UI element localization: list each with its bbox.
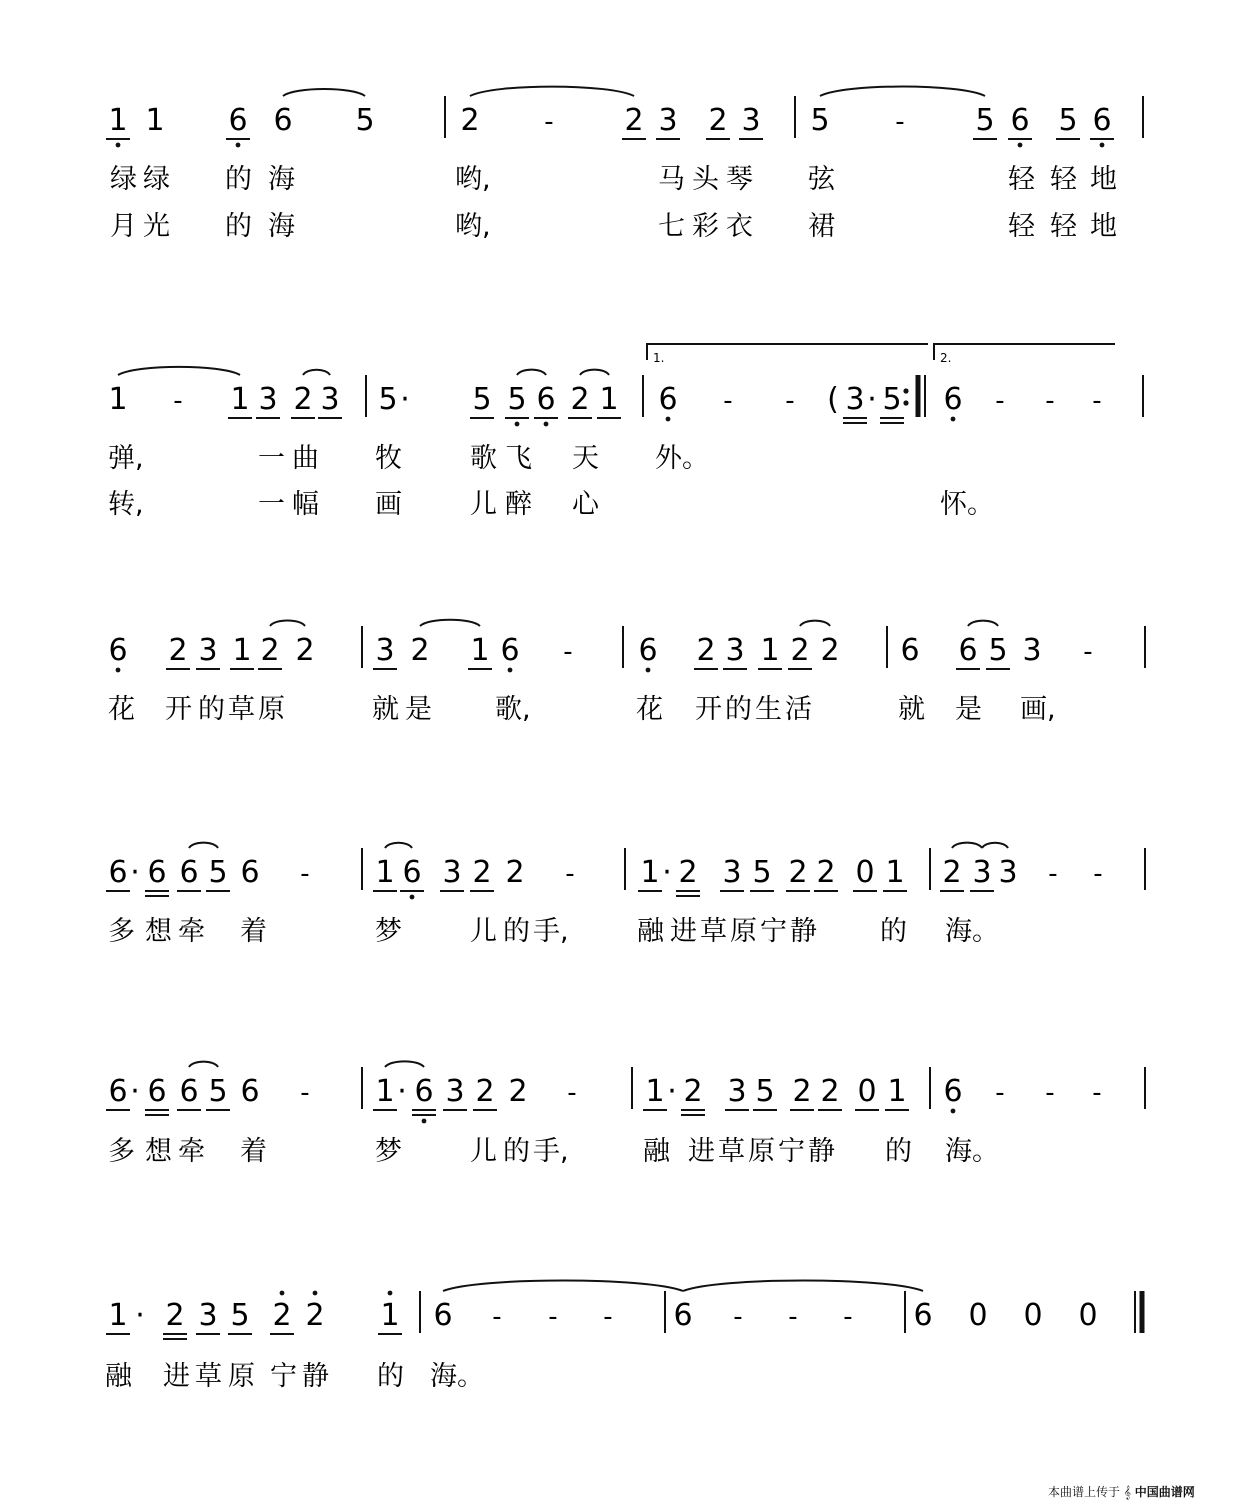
footer-brand: 中国曲谱网 [1134,1485,1195,1499]
clef-logo-icon: 𝄞 [1123,1485,1131,1499]
lyric-char: 融 [637,916,664,947]
note: 1 [887,1074,907,1109]
lyric-char: 绿 [143,164,170,195]
note: 2 [165,1298,185,1333]
note: 2 [820,633,840,668]
lyric-char: 画 [375,489,402,520]
volta-bracket [647,344,928,360]
lyric-char: 弦 [808,164,835,195]
lyric-char: 海。 [430,1361,484,1392]
lyric-char: 多 [108,916,135,947]
aug-dot: · [130,1074,140,1109]
note: 6 [536,382,556,417]
lyric-char: 幅 [292,489,319,520]
lyric-char: 轻 [1050,211,1077,242]
lyric-char: 牵 [178,916,205,947]
note: 6 [500,633,520,668]
note: 3 [725,633,745,668]
note: 3 [741,103,761,138]
dash-note: - [995,386,1005,416]
slur-arc [420,620,480,626]
repeat-dot [903,388,908,393]
lyric-char: 头 [692,164,719,195]
note: 3 [445,1074,465,1109]
lyric-char: 外。 [655,443,709,474]
lyric-char: 天 [572,443,599,474]
lyric-char: 手, [533,916,569,947]
dash-note: - [1092,1078,1102,1108]
note: 5 [507,382,527,417]
aug-dot: · [867,382,877,417]
lyric-char: 海 [268,211,295,242]
octave-dot-below [951,1109,956,1114]
dash-note: - [785,386,795,416]
note: 3 [972,855,992,890]
lyric-char: 活 [785,694,812,725]
note: 2 [788,855,808,890]
note: 2 [678,855,698,890]
lyric-char: 草 [718,1136,745,1167]
lyric-char: 海。 [945,1136,999,1167]
lyric-char: 的 [225,164,252,195]
octave-dot-below [951,417,956,422]
note: 1 [108,382,128,417]
lyric-char: 原 [258,694,285,725]
lyric-char: 轻 [1008,211,1035,242]
lyric-char: 的 [885,1136,912,1167]
note: 2 [792,1074,812,1109]
note: 6 [228,103,248,138]
dash-note: - [1092,386,1102,416]
note: 2 [460,103,480,138]
note: 6 [179,1074,199,1109]
lyric-char: 着 [240,1136,267,1167]
note: 3 [258,382,278,417]
lyric-char: 的 [503,916,530,947]
note: 5 [810,103,830,138]
note: 5 [208,855,228,890]
octave-dot-below [410,895,415,900]
note: 0 [855,855,875,890]
lyric-char: 海 [268,164,295,195]
volta-label: 2. [940,351,952,365]
aug-dot: · [130,855,140,890]
dash-note: - [565,859,575,889]
repeat-dot [903,400,908,405]
dash-note: - [492,1302,502,1332]
dash-note: - [1045,386,1055,416]
note: 5 [355,103,375,138]
aug-dot: · [400,382,410,417]
lyric-char: 的 [725,694,752,725]
slur-arc [189,843,218,848]
lyric-char: 进 [163,1361,190,1392]
note: 6 [179,855,199,890]
note: 6 [658,382,678,417]
note: 3 [998,855,1018,890]
note: 6 [147,1074,167,1109]
octave-dot-below [1100,143,1105,148]
note: 2 [168,633,188,668]
lyric-char: 画, [1020,694,1056,725]
note: 3 [727,1074,747,1109]
lyric-char: 绿 [110,164,137,195]
note: 2 [472,855,492,890]
note: 6 [900,633,920,668]
volta-bracket [934,344,1115,360]
lyric-char: 着 [240,916,267,947]
dash-note: - [995,1078,1005,1108]
note: 6 [638,633,658,668]
aug-dot: · [397,1074,407,1109]
lyric-char: 多 [108,1136,135,1167]
note: 2 [708,103,728,138]
dash-note: - [843,1302,853,1332]
aug-dot: · [667,1074,677,1109]
note: 6 [108,855,128,890]
lyric-char: 融 [643,1136,670,1167]
note: 6 [273,103,293,138]
note: 1 [760,633,780,668]
slur-arc [683,1281,923,1292]
lyric-char: 融 [105,1361,132,1392]
note: 3 [722,855,742,890]
lyric-char: 梦 [375,1136,402,1167]
lyric-char: 宁 [760,916,787,947]
octave-dot-above [280,1291,285,1296]
lyric-char: 宁 [270,1361,297,1392]
slur-arc [443,1281,683,1292]
note: 3 [198,1298,218,1333]
lyric-char: 的 [377,1361,404,1392]
note: 1 [108,103,128,138]
lyric-char: 花 [636,694,663,725]
lyric-char: 的 [225,211,252,242]
dash-note: - [1093,859,1103,889]
dash-note: - [300,859,310,889]
slur-arc [800,621,830,626]
note: 1 [375,1074,395,1109]
note: 1 [232,633,252,668]
lyric-char: 手, [533,1136,569,1167]
octave-dot-below [236,143,241,148]
lyric-char: 进 [670,916,697,947]
note: 2 [508,1074,528,1109]
lyric-char: 儿 [470,916,497,947]
note: 5 [472,382,492,417]
lyric-char: 儿 [470,1136,497,1167]
note: 2 [790,633,810,668]
note: 5 [755,1074,775,1109]
note: 1 [645,1074,665,1109]
lyric-char: 静 [808,1136,835,1167]
octave-dot-below [646,668,651,673]
lyric-char: 就 [898,694,925,725]
lyric-char: 草 [700,916,727,947]
lyric-char: 心 [572,489,599,520]
dash-note: - [300,1078,310,1108]
dash-note: - [603,1302,613,1332]
dash-note: - [733,1302,743,1332]
note: 6 [240,1074,260,1109]
lyric-char: 牧 [375,443,402,474]
lyric-char: 原 [730,916,757,947]
lyric-char: 轻 [1008,164,1035,195]
lyric-char: 马 [658,164,685,195]
note: 1 [640,855,660,890]
lyric-char: 歌 [470,443,497,474]
octave-dot-below [116,143,121,148]
note: 2 [260,633,280,668]
slur-arc [470,87,634,96]
lyric-char: 琴 [726,164,753,195]
dash-note: - [723,386,733,416]
lyric-char: 轻 [1050,164,1077,195]
note: 2 [305,1298,325,1333]
lyric-char: 想 [145,1136,172,1167]
note: 2 [570,382,590,417]
octave-dot-above [313,1291,318,1296]
lyric-char: 歌, [495,694,531,725]
slur-arc [952,843,982,848]
slur-arc [517,370,546,375]
note: 0 [1078,1298,1098,1333]
dash-note: - [895,107,905,137]
note: 5 [378,382,398,417]
octave-dot-below [666,417,671,422]
aug-dot: · [662,855,672,890]
note: 6 [958,633,978,668]
note: 6 [673,1298,693,1333]
slur-arc [385,1061,424,1067]
lyric-char: 进 [688,1136,715,1167]
source-footer [1048,1483,1195,1500]
dash-note: - [548,1302,558,1332]
note: 1 [108,1298,128,1333]
note: 3 [1022,633,1042,668]
note: 6 [1010,103,1030,138]
lyric-char: 花 [108,694,135,725]
slur-arc [283,89,365,96]
note: 6 [108,1074,128,1109]
note: 1 [145,103,165,138]
note: 2 [624,103,644,138]
note: 3 [442,855,462,890]
note: 3 [845,382,865,417]
lyric-char: 梦 [375,916,402,947]
note: 5 [208,1074,228,1109]
note: 6 [414,1074,434,1109]
footer-text: 本曲谱上传于 [1048,1485,1121,1499]
note: 3 [198,633,218,668]
lyric-char: 儿 [470,489,497,520]
note: 5 [882,382,902,417]
lyric-char: 草 [228,694,255,725]
note: 6 [108,633,128,668]
note: 0 [857,1074,877,1109]
lyric-char: 曲 [292,443,319,474]
dash-note: - [544,107,554,137]
dash-note: - [173,386,183,416]
note: 6 [943,382,963,417]
lyric-char: 静 [790,916,817,947]
lyric-char: 一 [258,489,285,520]
slur-arc [118,367,240,375]
note: 6 [1092,103,1112,138]
lyric-char: 哟, [455,211,491,242]
lyric-char: 飞 [505,443,532,474]
note: 1 [230,382,250,417]
lyric-char: 七 [658,211,685,242]
lyric-char: 原 [228,1361,255,1392]
slur-arc [820,87,985,96]
octave-dot-below [1018,143,1023,148]
note: 2 [816,855,836,890]
dash-note: - [567,1078,577,1108]
lyric-char: 就 [372,694,399,725]
note: 6 [402,855,422,890]
lyric-char: 弹, [108,443,144,474]
slur-arc [580,370,609,375]
lyric-char: 的 [880,916,907,947]
dash-note: - [1045,1078,1055,1108]
note: 6 [433,1298,453,1333]
note: 1 [599,382,619,417]
note: 5 [988,633,1008,668]
lyric-char: 醉 [505,489,532,520]
lyric-char: 牵 [178,1136,205,1167]
slur-arc [303,370,330,375]
lyric-char: 一 [258,443,285,474]
dash-note: - [563,637,573,667]
note: 2 [295,633,315,668]
lyric-char: 彩 [692,211,719,242]
note: 6 [147,855,167,890]
lyric-char: 草 [195,1361,222,1392]
lyric-char: 海。 [945,916,999,947]
slur-arc [385,843,412,848]
note: 2 [683,1074,703,1109]
dash-note: - [788,1302,798,1332]
note: 5 [1058,103,1078,138]
note: 5 [230,1298,250,1333]
lyric-char: 月 [110,211,137,242]
lyric-char: 的 [198,694,225,725]
volta-label: 1. [653,351,665,365]
lyric-char: 开 [165,694,192,725]
lyric-char: 开 [695,694,722,725]
dash-note: - [1083,637,1093,667]
slur-arc [189,1062,218,1067]
note: 6 [913,1298,933,1333]
lyric-char: 哟, [455,164,491,195]
note: 3 [658,103,678,138]
note: 3 [320,382,340,417]
note: 1 [885,855,905,890]
octave-dot-below [422,1119,427,1124]
octave-dot-below [544,422,549,427]
note: 6 [943,1074,963,1109]
note: 2 [410,633,430,668]
lyric-char: 怀。 [940,489,994,520]
dash-note: - [1048,859,1058,889]
lyric-char: 的 [503,1136,530,1167]
note: 1 [380,1298,400,1333]
note: 2 [696,633,716,668]
note: 0 [1023,1298,1043,1333]
lyric-char: 地 [1090,211,1117,242]
lyric-char: 静 [302,1361,329,1392]
octave-dot-below [116,668,121,673]
octave-dot-below [515,422,520,427]
note: 1 [375,855,395,890]
note: 2 [475,1074,495,1109]
lyric-char: 是 [405,694,432,725]
note: 1 [470,633,490,668]
note: 2 [293,382,313,417]
slur-arc [270,620,305,626]
note: 2 [505,855,525,890]
note: 2 [942,855,962,890]
note: 6 [240,855,260,890]
note: ( [827,382,839,417]
lyric-char: 地 [1090,164,1117,195]
lyric-char: 转, [108,489,144,520]
lyric-char: 原 [748,1136,775,1167]
lyric-char: 想 [145,916,172,947]
lyric-char: 光 [143,211,170,242]
lyric-char: 裙 [808,211,835,242]
octave-dot-below [508,668,513,673]
note: 2 [820,1074,840,1109]
lyric-char: 是 [955,694,982,725]
octave-dot-above [388,1291,393,1296]
slur-arc [968,621,998,626]
note: 0 [968,1298,988,1333]
lyric-char: 宁 [778,1136,805,1167]
note: 2 [272,1298,292,1333]
slur-arc [982,843,1008,848]
note: 3 [375,633,395,668]
lyric-char: 衣 [726,211,753,242]
note: 5 [975,103,995,138]
note: 5 [752,855,772,890]
lyric-char: 生 [755,694,782,725]
aug-dot: · [135,1298,145,1333]
